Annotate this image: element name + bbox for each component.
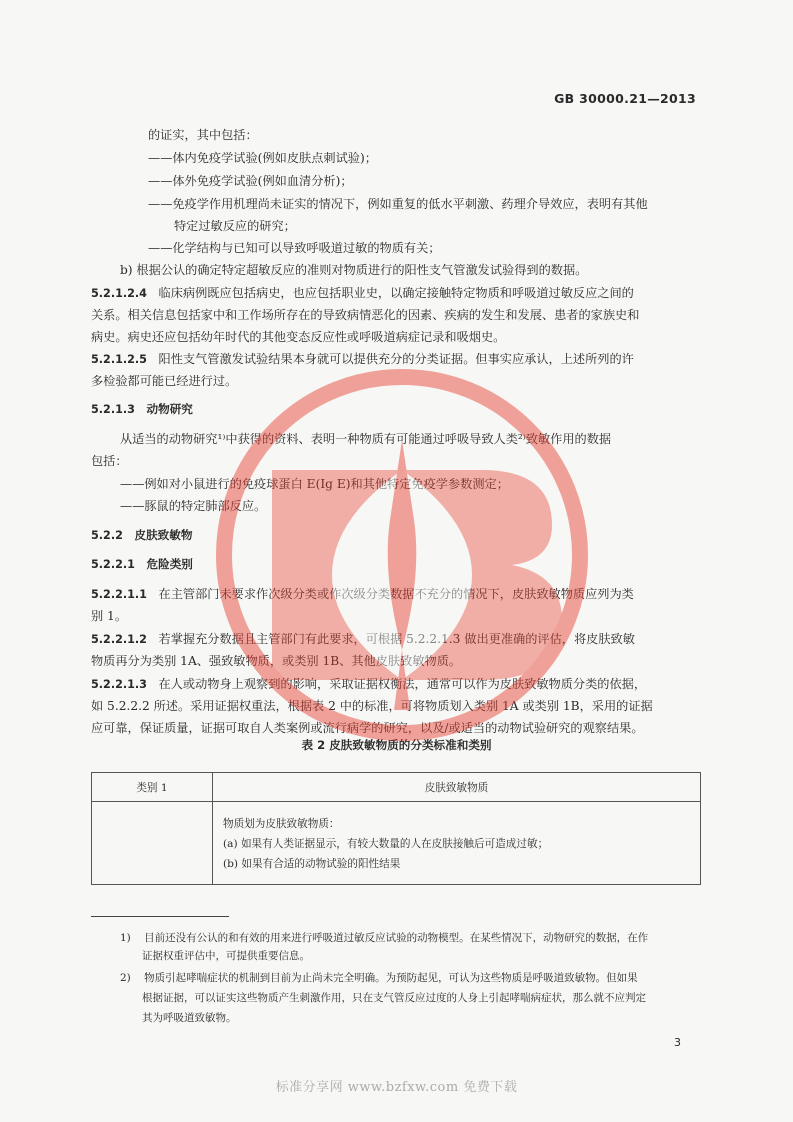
list-item: ——豚鼠的特定肺部反应。 (120, 499, 267, 513)
list-item-b: b) 根据公认的确定特定超敏反应的准则对物质进行的阳性支气管激发试验得到的数据。 (120, 263, 588, 277)
clause-number: 5.2.1.2.4 (91, 287, 147, 300)
list-item: ——免疫学作用机理尚未证实的情况下，例如重复的低水平刺激、药理介导效应，表明有其他 (148, 197, 648, 211)
heading-skin-sensitizer (91, 524, 192, 547)
heading-animal-studies (91, 398, 193, 421)
clause-5-2-1-2-4 (91, 282, 634, 305)
heading-hazard-category (91, 553, 193, 576)
site-footer: 标准分享网 www.bzfxw.com 免费下载 (275, 1080, 518, 1095)
footnote-2 (120, 968, 638, 988)
footnote-1 (120, 928, 648, 948)
clause-text: 在主管部门未要求作次级分类或作次级分类数据不充分的情况下，皮肤致敏物质应列为类 (158, 587, 634, 601)
table-cell-criteria (213, 802, 701, 885)
body-line: 关系。相关信息包括家中和工作场所存在的导致病情恶化的因素、疾病的发生和发展、患者的家族史和 (91, 308, 640, 322)
body-line: 包括： (91, 454, 128, 468)
standard-code: GB 30000.21—2013 (554, 91, 696, 106)
heading-number: 5.2.2 (91, 529, 123, 542)
body-line: 病史。病史还应包括幼年时代的其他变态反应性或呼吸道病症记录和吸烟史。 (91, 330, 506, 344)
heading-number: 5.2.1.3 (91, 403, 135, 416)
clause-text: 若掌握充分数据且主管部门有此要求，可根据 5.2.2.1.3 做出更准确的评估，将皮肤致敏 (158, 632, 635, 646)
criteria-line: (b) 如果有合适的动物试验的阳性结果 (223, 858, 401, 870)
footnote-line: 根据证据，可以证实这些物质产生刺激作用，只在支气管反应过度的人身上引起哮喘病症状，那么就不应判定 (142, 992, 646, 1004)
table-row (92, 802, 701, 885)
body-line: 如 5.2.2.2 所述。采用证据权重法，根据表 2 中的标准，可将物质划入类别 1A 或类别 1B，采用的证据 (91, 699, 653, 713)
heading-title: 皮肤致敏物 (134, 528, 193, 542)
heading-title: 危险类别 (146, 557, 193, 571)
clause-5-2-2-1-1 (91, 583, 634, 606)
criteria-line: (a) 如果有人类证据显示，有较大数量的人在皮肤接触后可造成过敏； (223, 838, 549, 850)
clause-number: 5.2.1.2.5 (91, 353, 147, 366)
list-item: ——体内免疫学试验(例如皮肤点刺试验)； (148, 151, 377, 165)
clause-number: 5.2.2.1.3 (91, 678, 147, 691)
clause-number: 5.2.2.1.2 (91, 633, 147, 646)
clause-5-2-1-2-5 (91, 348, 634, 371)
footnote-text: 物质引起哮喘症状的机制到目前为止尚未完全明确。为预防起见，可认为这些物质是呼吸道致敏物。但如果 (144, 972, 638, 984)
table-cell-empty (92, 802, 213, 885)
table-header-category: 类别 1 (92, 773, 213, 802)
body-line: 从适当的动物研究¹⁾中获得的资料、表明一种物质有可能通过呼吸导致人类²⁾致敏作用的数据 (120, 432, 612, 446)
list-item: ——例如对小鼠进行的免疫球蛋白 E(Ig E)和其他特定免疫学参数测定； (120, 477, 509, 491)
footnote-marker: 2) (120, 972, 131, 984)
body-line: 物质再分为类别 1A、强致敏物质，或类别 1B、其他皮肤致敏物质。 (91, 654, 462, 668)
table-title: 表 2 皮肤致敏物质的分类标准和类别 (301, 738, 492, 752)
heading-title: 动物研究 (146, 402, 193, 416)
footnote-separator (91, 916, 229, 917)
clause-text: 阳性支气管激发试验结果本身就可以提供充分的分类证据。但事实应承认，上述所列的许 (158, 352, 634, 366)
body-line: 别 1。 (91, 609, 128, 623)
clause-number: 5.2.2.1.1 (91, 588, 147, 601)
table-header-row (92, 773, 701, 802)
classification-table (91, 772, 701, 885)
body-line: 应可靠，保证质量，证据可取自人类案例或流行病学的研究，以及/或适当的动物试验研究的观察结果。 (91, 721, 644, 735)
footnote-line: 证据权重评估中，可提供重要信息。 (142, 950, 310, 962)
page-number: 3 (674, 1036, 681, 1049)
list-item: ——体外免疫学试验(例如血清分析)； (148, 174, 353, 188)
table-header-substance: 皮肤致敏物质 (213, 773, 701, 802)
criteria-line: 物质划为皮肤致敏物质： (223, 818, 340, 830)
footnote-text: 目前还没有公认的和有效的用来进行呼吸道过敏反应试验的动物模型。在某些情况下，动物研究的数据，在作 (144, 932, 649, 944)
footnote-line: 其为呼吸道致敏物。 (142, 1012, 237, 1024)
list-item: ——化学结构与已知可以导致呼吸道过敏的物质有关； (148, 241, 441, 255)
body-line: 多检验都可能已经进行过。 (91, 374, 238, 388)
clause-text: 在人或动物身上观察到的影响，采取证据权衡法，通常可以作为皮肤致敏物质分类的依据， (158, 677, 647, 691)
body-line: 的证实，其中包括： (148, 128, 258, 142)
clause-5-2-2-1-3 (91, 673, 646, 696)
heading-number: 5.2.2.1 (91, 558, 135, 571)
footnote-marker: 1) (120, 932, 131, 944)
list-item-continuation: 特定过敏反应的研究； (174, 219, 296, 233)
clause-text: 临床病例既应包括病史，也应包括职业史，以确定接触特定物质和呼吸道过敏反应之间的 (158, 286, 634, 300)
clause-5-2-2-1-2 (91, 628, 635, 651)
